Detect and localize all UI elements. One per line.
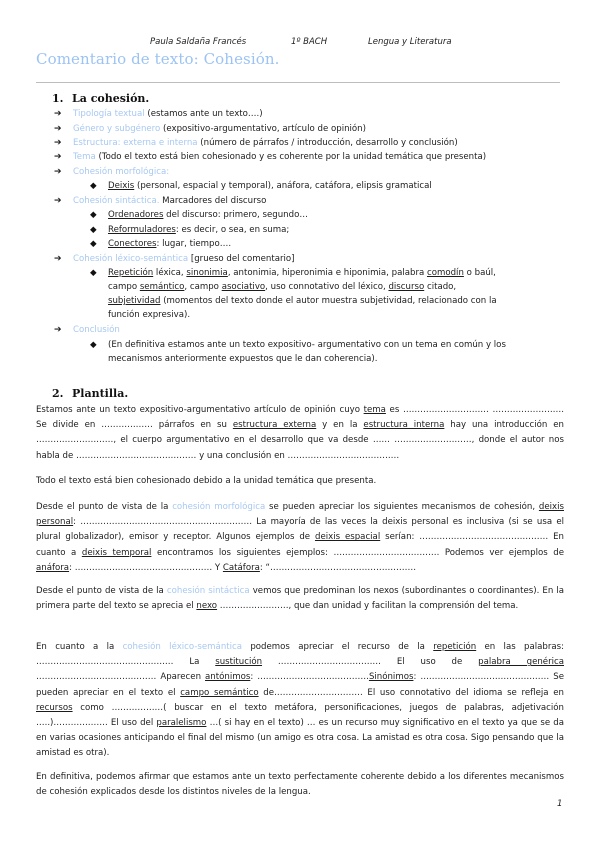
term: Catáfora xyxy=(222,562,260,573)
text: léxica, xyxy=(153,268,187,278)
text: es ………………………… ……………………. Se divide en ……………… párrafos en su xyxy=(36,405,564,431)
header-subject: Lengua y Literatura xyxy=(368,37,452,47)
item-label: Cohesión sintáctica. xyxy=(73,196,160,206)
term: Sinónimos xyxy=(368,672,414,683)
text: y en la xyxy=(316,420,364,431)
arrow-icon: ➔ xyxy=(54,325,62,335)
list-item xyxy=(73,138,458,149)
list-item xyxy=(73,325,120,336)
diamond-bullet-icon: ◆ xyxy=(90,268,97,278)
section-1-heading xyxy=(52,92,149,105)
diamond-bullet-icon: ◆ xyxy=(90,210,97,220)
item-label: Tema xyxy=(73,152,96,162)
term: repetición xyxy=(433,642,477,652)
text: Estamos ante un texto expositivo-argumentativo artículo de opinión cuyo xyxy=(36,405,364,415)
text: (momentos del texto donde el autor muestra subjetividad, relacionado con la xyxy=(160,296,497,306)
sub-item-text: : lugar, tiempo…. xyxy=(156,239,232,249)
list-item xyxy=(73,124,366,135)
item-text: (número de párrafos / introducción, desarrollo y conclusión) xyxy=(197,138,458,148)
text: citado, xyxy=(424,282,457,292)
text: encontramos los siguientes ejemplos: ………………………………. Podemos ver ejemplos de xyxy=(151,547,564,558)
item-label: Género y subgénero xyxy=(73,124,161,134)
sub-item xyxy=(108,210,308,221)
term: antónimos xyxy=(205,672,251,683)
term: sinonimia xyxy=(186,268,228,278)
sub-item-line xyxy=(108,268,496,279)
diamond-bullet-icon: ◆ xyxy=(90,340,97,350)
term: anáfora xyxy=(36,562,70,573)
text: Desde el punto de vista de la xyxy=(36,586,167,596)
text: : ……………………………………… Se pueden apreciar en el texto el xyxy=(36,672,564,698)
text: como ………………( buscar en el texto metáfora, personificaciones, juegos de palabras, adjetivación …..)………………. El uso del xyxy=(36,702,564,729)
text: , uso connotativo del léxico, xyxy=(265,282,389,292)
title-divider xyxy=(36,82,560,83)
sub-item-line: mecanismos anteriormente expuestos que le dan coherencia). xyxy=(108,354,378,364)
item-label: Estructura: externa e interna xyxy=(73,138,198,148)
item-label: Tipología textual xyxy=(73,109,145,119)
term: estructura interna xyxy=(363,420,445,431)
paragraph xyxy=(36,584,564,614)
text: , campo xyxy=(184,282,222,292)
term: asociativo xyxy=(221,282,266,292)
sub-item-term: Reformuladores xyxy=(108,225,176,235)
sub-item-line: (En definitiva estamos ante un texto expositivo- argumentativo con un tema en común y los xyxy=(108,340,506,350)
sub-item-term: Ordenadores xyxy=(108,210,164,220)
text: : ………………………………… xyxy=(250,672,369,683)
sub-item-line xyxy=(108,282,456,293)
term: comodín xyxy=(426,268,464,278)
highlight: cohesión léxico-semántica xyxy=(122,642,243,652)
list-item xyxy=(73,167,169,178)
text: : ………………………………………… Y xyxy=(69,562,223,573)
header-course: 1º BACH xyxy=(291,37,328,47)
list-item xyxy=(73,254,295,265)
term: palabra genérica xyxy=(478,657,565,668)
text: En cuanto a la xyxy=(36,642,123,652)
text: hay una introducción en ………………………, el cuerpo argumentativo en el desarrollo que va desde …… ………………………, donde el autor nos habla de …………………………………… y una conclusión en ………………………………… xyxy=(36,420,565,461)
text: , antonimia, hiperonimia e hiponimia, palabra xyxy=(227,268,427,278)
header-author: Paula Saldaña Francés xyxy=(150,37,247,47)
arrow-icon: ➔ xyxy=(54,152,62,162)
term: deixis personal xyxy=(36,502,564,528)
term: Repetición xyxy=(108,268,154,278)
text: en las palabras: ………………………………………… La xyxy=(36,642,565,668)
paragraph xyxy=(36,500,564,576)
section-1-number: 1. xyxy=(52,92,64,105)
sub-item-term: Deixis xyxy=(108,181,135,191)
term: campo semántico xyxy=(180,687,259,698)
term: semántico xyxy=(139,282,185,292)
diamond-bullet-icon: ◆ xyxy=(90,225,97,235)
diamond-bullet-icon: ◆ xyxy=(90,181,97,191)
term: nexo xyxy=(196,601,218,612)
item-text: (expositivo-argumentativo, artículo de opinión) xyxy=(160,124,366,134)
text: …( si hay en el texto) … es un recurso muy significativo en el texto ya que se da en varias ocasiones anticipando el final del mismo (un amigo es otra cosa. La amistad es otra cosa. Sigo pensando que la amistad es otra). xyxy=(36,718,564,759)
document-title: Comentario de texto: Cohesión. xyxy=(36,50,280,68)
text: ……………………………… El uso de xyxy=(262,657,479,668)
term: discurso xyxy=(388,282,425,292)
term: deixis espacial xyxy=(314,532,381,543)
item-label: Cohesión morfológica: xyxy=(73,167,170,177)
paragraph: Todo el texto está bien cohesionado debido a la unidad temática que presenta. xyxy=(36,476,377,486)
item-label: Cohesión léxico-semántica xyxy=(73,254,189,264)
item-text: Marcadores del discurso xyxy=(159,196,267,206)
highlight: cohesión sintáctica xyxy=(166,586,250,596)
diamond-bullet-icon: ◆ xyxy=(90,239,97,249)
term: sustitución xyxy=(215,657,263,668)
text: ……………………, que dan unidad y facilitan la comprensión del tema. xyxy=(217,601,519,612)
text: …………………………………… Aparecen xyxy=(36,672,206,683)
text: vemos que predominan los nexos (subordinantes o coordinantes). En la primera parte del texto se aprecia el xyxy=(36,586,564,612)
text: de…………………………. El uso connotativo del idioma se refleja en xyxy=(258,687,564,698)
list-item xyxy=(73,152,486,163)
text: : “…………………………………………… xyxy=(259,562,417,573)
arrow-icon: ➔ xyxy=(54,124,62,134)
arrow-icon: ➔ xyxy=(54,196,62,206)
sub-item xyxy=(108,181,432,192)
section-1-title: La cohesión. xyxy=(72,92,150,105)
sub-item-text: (personal, espacial y temporal), anáfora, catáfora, elipsis gramatical xyxy=(134,181,432,191)
item-text: [grueso del comentario] xyxy=(188,254,295,264)
term: subjetividad xyxy=(108,296,161,306)
section-2-title: Plantilla. xyxy=(72,387,129,400)
sub-item-term: Conectores xyxy=(108,239,157,249)
text: serían: ……………………………………… En cuanto a xyxy=(36,532,564,558)
sub-item xyxy=(108,239,231,250)
page-number: 1 xyxy=(557,799,563,809)
item-text: (Todo el texto está bien cohesionado y es coherente por la unidad temática que presenta) xyxy=(95,152,487,162)
arrow-icon: ➔ xyxy=(54,138,62,148)
text: se pueden apreciar los siguientes mecanismos de cohesión, xyxy=(265,502,539,512)
sub-item-text: del discurso: primero, segundo… xyxy=(163,210,308,220)
sub-item xyxy=(108,225,289,236)
text: podemos apreciar el recurso de la xyxy=(242,642,434,652)
term: recursos xyxy=(36,702,73,713)
sub-item-text: : es decir, o sea, en suma; xyxy=(175,225,290,235)
paragraph xyxy=(36,403,564,464)
sub-item-line xyxy=(108,296,497,307)
highlight: cohesión morfológica xyxy=(172,502,266,512)
item-label: Conclusión xyxy=(73,325,120,335)
section-2-number: 2. xyxy=(52,387,64,400)
term: paralelismo xyxy=(156,718,207,729)
paragraph: En definitiva, podemos afirmar que estamos ante un texto perfectamente coherente debido a los diferentes mecanismos de cohesión explicados desde los distintos niveles de la lengua. xyxy=(36,772,564,798)
text: campo xyxy=(108,282,140,292)
item-text: (estamos ante un texto….) xyxy=(144,109,263,119)
term: tema xyxy=(363,405,386,415)
arrow-icon: ➔ xyxy=(54,109,62,119)
text: Desde el punto de vista de la xyxy=(36,502,173,512)
arrow-icon: ➔ xyxy=(54,254,62,264)
term: estructura externa xyxy=(232,420,317,431)
section-2-heading xyxy=(52,387,128,400)
list-item xyxy=(73,109,263,120)
text: : …………………………………………………… La mayoría de las veces la deixis personal es inclusiva (si se usa el plural globalizador), emisor y receptor. Algunos ejemplos de xyxy=(36,517,564,543)
term: deixis temporal xyxy=(81,547,152,558)
paragraph xyxy=(36,640,564,762)
list-item xyxy=(73,196,266,207)
sub-item-line: función expresiva). xyxy=(108,310,191,320)
text: o baúl, xyxy=(463,268,496,278)
arrow-icon: ➔ xyxy=(54,167,62,177)
